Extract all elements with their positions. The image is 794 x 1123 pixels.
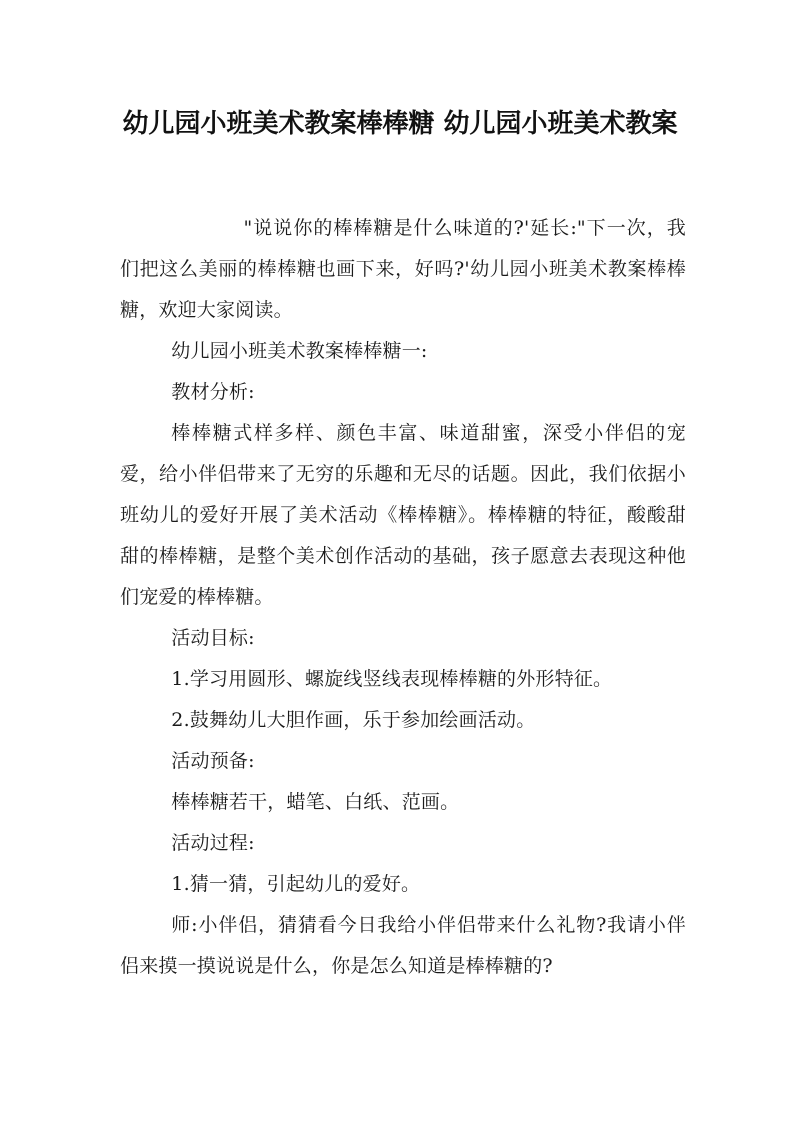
intro-paragraph: "说说你的棒棒糖是什么味道的?'延长:"下一次，我们把这么美丽的棒棒糖也画下来，好吗?'幼儿园小班美术教案棒棒糖，欢迎大家阅读。 [120,217,686,321]
teacher-dialogue-paragraph: 师:小伴侣，猜猜看今日我给小伴侣带来什么礼物?我请小伴侣来摸一摸说说是什么，你是怎么知道是棒棒糖的? [120,914,686,977]
preparation-paragraph: 棒棒糖若干，蜡笔、白纸、范画。 [171,791,460,813]
goal-item: 1.学习用圆形、螺旋线竖线表现棒棒糖的外形特征。 [171,668,613,690]
subheading-process: 活动过程: [171,832,255,854]
goal-item: 2.鼓舞幼儿大胆作画，乐于参加绘画活动。 [171,709,536,731]
document-title: 幼儿园小班美术教案棒棒糖 幼儿园小班美术教案 [122,109,678,139]
section-heading: 幼儿园小班美术教案棒棒糖一: [171,340,428,362]
process-step: 1.猜一猜，引起幼儿的爱好。 [171,873,421,895]
document-body [120,208,686,987]
material-analysis-paragraph: 棒棒糖式样多样、颜色丰富、味道甜蜜，深受小伴侣的宠爱，给小伴侣带来了无穷的乐趣和无尽的话题。因此，我们依据小班幼儿的爱好开展了美术活动《棒棒糖》。棒棒糖的特征，酸酸甜甜的棒棒糖，是整个美术创作活动的基础，孩子愿意去表现这种他们宠爱的棒棒糖。 [120,422,686,608]
subheading-preparation: 活动预备: [171,750,255,772]
subheading-goals: 活动目标: [171,627,255,649]
subheading-material-analysis: 教材分析: [171,381,255,403]
